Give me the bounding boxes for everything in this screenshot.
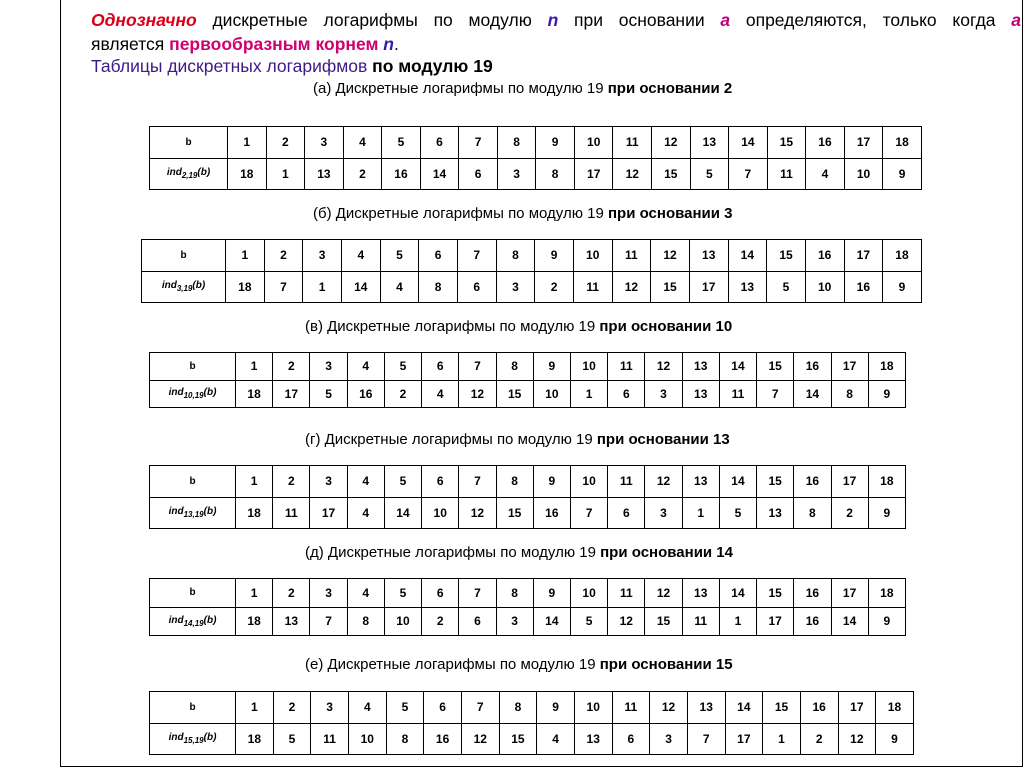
b-value-cell: 12 — [650, 692, 688, 724]
log-value-cell: 1 — [570, 380, 607, 408]
log-value-cell: 3 — [497, 158, 536, 190]
log-value-cell: 7 — [570, 497, 607, 529]
discrete-log-table — [149, 691, 914, 755]
b-value-cell: 4 — [343, 127, 382, 159]
b-value-cell: 10 — [570, 579, 607, 608]
log-value-cell: 13 — [305, 158, 344, 190]
log-value-cell: 8 — [347, 607, 384, 636]
b-value-cell: 5 — [384, 466, 421, 498]
b-value-cell: 4 — [341, 240, 380, 272]
primitive-root-term: первообразным корнем — [169, 34, 384, 54]
b-value-cell: 8 — [499, 692, 537, 724]
caption-letter: (в) — [305, 318, 323, 335]
table-row — [150, 607, 906, 636]
b-value-cell: 9 — [533, 353, 570, 381]
caption-letter: (г) — [305, 431, 321, 448]
log-value-cell: 13 — [574, 723, 612, 755]
log-value-cell: 11 — [573, 271, 612, 303]
log-value-cell: 14 — [533, 607, 570, 636]
log-value-cell: 4 — [806, 158, 845, 190]
log-value-cell: 15 — [499, 723, 537, 755]
log-value-cell: 5 — [690, 158, 729, 190]
table-caption — [313, 205, 733, 222]
b-value-cell: 4 — [347, 579, 384, 608]
row-label-ind: ind$_{2,19}$(b) — [150, 158, 228, 190]
log-value-cell: 13 — [757, 497, 794, 529]
row-label-b: b — [150, 579, 236, 608]
log-value-cell: 18 — [236, 380, 273, 408]
caption-text: Дискретные логарифмы по модулю 19 — [331, 80, 608, 97]
log-value-cell: 8 — [794, 497, 831, 529]
b-value-cell: 10 — [570, 353, 607, 381]
table-row — [150, 353, 906, 381]
log-value-cell: 17 — [725, 723, 763, 755]
caption-base: при основании 2 — [607, 80, 733, 97]
log-value-cell: 17 — [310, 497, 347, 529]
log-value-cell: 10 — [422, 497, 459, 529]
b-value-cell: 13 — [687, 692, 725, 724]
log-value-cell: 6 — [457, 271, 496, 303]
log-value-cell: 12 — [613, 158, 652, 190]
b-value-cell: 8 — [496, 240, 535, 272]
caption-text: Дискретные логарифмы по модулю 19 — [323, 544, 601, 561]
log-value-cell: 6 — [459, 158, 498, 190]
b-value-cell: 2 — [273, 579, 310, 608]
discrete-log-table — [149, 352, 906, 408]
log-value-cell: 14 — [384, 497, 421, 529]
caption-text: Дискретные логарифмы по модулю 19 — [322, 318, 600, 335]
log-value-cell: 6 — [612, 723, 650, 755]
log-value-cell: 2 — [535, 271, 574, 303]
log-value-cell: 9 — [876, 723, 914, 755]
log-value-cell: 18 — [228, 158, 267, 190]
log-value-cell: 2 — [422, 607, 459, 636]
b-value-cell: 11 — [612, 692, 650, 724]
b-value-cell: 14 — [719, 353, 756, 381]
log-value-cell: 5 — [570, 607, 607, 636]
b-value-cell: 16 — [805, 240, 844, 272]
log-value-cell: 16 — [533, 497, 570, 529]
log-value-cell: 13 — [273, 607, 310, 636]
b-value-cell: 10 — [574, 127, 613, 159]
table-row — [150, 466, 906, 498]
row-label-b: b — [150, 692, 236, 724]
log-value-cell: 10 — [384, 607, 421, 636]
b-value-cell: 12 — [645, 466, 682, 498]
row-label-b: b — [142, 240, 226, 272]
b-value-cell: 15 — [757, 579, 794, 608]
b-value-cell: 2 — [273, 692, 311, 724]
b-value-cell: 2 — [264, 240, 303, 272]
b-value-cell: 1 — [228, 127, 267, 159]
log-value-cell: 7 — [264, 271, 303, 303]
discrete-log-table — [141, 239, 922, 303]
b-value-cell: 14 — [725, 692, 763, 724]
b-value-cell: 3 — [310, 353, 347, 381]
b-value-cell: 4 — [348, 692, 386, 724]
log-value-cell: 2 — [831, 497, 868, 529]
b-value-cell: 1 — [236, 466, 273, 498]
log-value-cell: 12 — [459, 497, 496, 529]
b-value-cell: 5 — [382, 127, 421, 159]
log-value-cell: 10 — [805, 271, 844, 303]
b-value-cell: 1 — [236, 579, 273, 608]
caption-base: при основании 14 — [600, 544, 733, 561]
table-row — [150, 380, 906, 408]
log-value-cell: 6 — [459, 607, 496, 636]
log-value-cell: 7 — [757, 380, 794, 408]
log-value-cell: 4 — [380, 271, 419, 303]
log-value-cell: 11 — [682, 607, 719, 636]
log-value-cell: 18 — [236, 607, 273, 636]
log-value-cell: 8 — [831, 380, 868, 408]
b-value-cell: 7 — [461, 692, 499, 724]
log-value-cell: 1 — [303, 271, 342, 303]
table-caption — [305, 544, 733, 561]
tables-heading: Таблицы дискретных логарифмов по модулю 19 — [91, 56, 493, 76]
row-label-ind: ind$_{10,19}$(b) — [150, 380, 236, 408]
log-value-cell: 1 — [682, 497, 719, 529]
table-row — [142, 240, 922, 272]
table-row — [150, 158, 922, 190]
b-value-cell: 6 — [422, 579, 459, 608]
row-label-b: b — [150, 353, 236, 381]
b-value-cell: 5 — [386, 692, 424, 724]
log-value-cell: 14 — [794, 380, 831, 408]
log-value-cell: 3 — [496, 271, 535, 303]
b-value-cell: 13 — [682, 466, 719, 498]
log-value-cell: 3 — [496, 607, 533, 636]
b-value-cell: 7 — [459, 353, 496, 381]
log-value-cell: 3 — [645, 380, 682, 408]
caption-text: Дискретные логарифмы по модулю 19 — [320, 431, 597, 448]
log-value-cell: 12 — [608, 607, 645, 636]
b-value-cell: 5 — [380, 240, 419, 272]
b-value-cell: 6 — [420, 127, 459, 159]
b-value-cell: 12 — [645, 353, 682, 381]
log-value-cell: 14 — [831, 607, 868, 636]
caption-letter: (д) — [305, 544, 324, 561]
table-caption — [305, 318, 732, 335]
log-value-cell: 11 — [719, 380, 756, 408]
b-value-cell: 7 — [459, 579, 496, 608]
caption-text: Дискретные логарифмы по модулю 19 — [323, 656, 600, 673]
b-value-cell: 9 — [537, 692, 575, 724]
b-value-cell: 11 — [613, 127, 652, 159]
b-value-cell: 13 — [689, 240, 728, 272]
table-row — [150, 497, 906, 529]
log-value-cell: 5 — [310, 380, 347, 408]
b-value-cell: 14 — [719, 466, 756, 498]
log-value-cell: 1 — [763, 723, 801, 755]
intro-paragraph: Однозначно дискретные логарифмы по модулю n при основании a определяются, только когда a является первообразным корнем n. — [91, 10, 1021, 54]
b-value-cell: 9 — [533, 466, 570, 498]
table-caption — [313, 80, 732, 97]
b-value-cell: 1 — [226, 240, 265, 272]
b-value-cell: 3 — [305, 127, 344, 159]
b-value-cell: 17 — [844, 127, 883, 159]
log-value-cell: 8 — [419, 271, 458, 303]
log-value-cell: 3 — [645, 497, 682, 529]
b-value-cell: 12 — [651, 240, 690, 272]
log-value-cell: 13 — [682, 380, 719, 408]
caption-letter: (а) — [313, 80, 332, 97]
b-value-cell: 8 — [496, 579, 533, 608]
log-value-cell: 14 — [420, 158, 459, 190]
log-value-cell: 7 — [687, 723, 725, 755]
table-caption — [305, 431, 730, 448]
row-label-b: b — [150, 466, 236, 498]
row-label-ind: ind$_{13,19}$(b) — [150, 497, 236, 529]
b-value-cell: 13 — [682, 579, 719, 608]
b-value-cell: 4 — [347, 466, 384, 498]
log-value-cell: 15 — [651, 271, 690, 303]
b-value-cell: 9 — [535, 240, 574, 272]
b-value-cell: 3 — [303, 240, 342, 272]
b-value-cell: 1 — [236, 353, 273, 381]
b-value-cell: 3 — [310, 466, 347, 498]
b-value-cell: 15 — [757, 466, 794, 498]
b-value-cell: 11 — [608, 466, 645, 498]
b-value-cell: 1 — [236, 692, 274, 724]
b-value-cell: 16 — [800, 692, 838, 724]
log-value-cell: 5 — [719, 497, 756, 529]
b-value-cell: 18 — [883, 240, 922, 272]
log-value-cell: 9 — [868, 497, 905, 529]
log-value-cell: 2 — [343, 158, 382, 190]
b-value-cell: 3 — [311, 692, 349, 724]
caption-base: при основании 10 — [599, 318, 733, 335]
log-value-cell: 12 — [612, 271, 651, 303]
log-value-cell: 8 — [386, 723, 424, 755]
b-value-cell: 16 — [806, 127, 845, 159]
log-value-cell: 17 — [574, 158, 613, 190]
b-value-cell: 7 — [459, 127, 498, 159]
log-value-cell: 12 — [838, 723, 876, 755]
log-value-cell: 11 — [273, 497, 310, 529]
log-value-cell: 15 — [645, 607, 682, 636]
b-value-cell: 6 — [422, 466, 459, 498]
table-row — [142, 271, 922, 303]
b-value-cell: 15 — [763, 692, 801, 724]
b-value-cell: 2 — [273, 466, 310, 498]
log-value-cell: 1 — [719, 607, 756, 636]
log-value-cell: 9 — [868, 380, 905, 408]
b-value-cell: 5 — [384, 579, 421, 608]
caption-text: Дискретные логарифмы по модулю 19 — [331, 205, 608, 222]
b-value-cell: 18 — [868, 466, 905, 498]
log-value-cell: 6 — [608, 380, 645, 408]
log-value-cell: 8 — [536, 158, 575, 190]
b-value-cell: 17 — [844, 240, 883, 272]
log-value-cell: 15 — [652, 158, 691, 190]
table-row — [150, 723, 914, 755]
b-value-cell: 9 — [536, 127, 575, 159]
b-value-cell: 10 — [573, 240, 612, 272]
discrete-log-table — [149, 465, 906, 529]
intro-keyword: Однозначно — [91, 10, 197, 30]
b-value-cell: 13 — [682, 353, 719, 381]
row-label-ind: ind$_{15,19}$(b) — [150, 723, 236, 755]
b-value-cell: 15 — [757, 353, 794, 381]
log-value-cell: 4 — [537, 723, 575, 755]
table-row — [150, 579, 906, 608]
b-value-cell: 18 — [868, 353, 905, 381]
b-value-cell: 12 — [645, 579, 682, 608]
table-caption — [305, 656, 733, 673]
row-label-ind: ind$_{3,19}$(b) — [142, 271, 226, 303]
caption-base: при основании 15 — [599, 656, 733, 673]
log-value-cell: 12 — [459, 380, 496, 408]
b-value-cell: 15 — [767, 240, 806, 272]
b-value-cell: 8 — [497, 127, 536, 159]
caption-letter: (б) — [313, 205, 332, 222]
b-value-cell: 14 — [719, 579, 756, 608]
log-value-cell: 18 — [236, 723, 274, 755]
table-row — [150, 692, 914, 724]
log-value-cell: 18 — [226, 271, 265, 303]
discrete-log-table — [149, 126, 922, 190]
b-value-cell: 16 — [794, 353, 831, 381]
b-value-cell: 8 — [496, 466, 533, 498]
b-value-cell: 12 — [652, 127, 691, 159]
b-value-cell: 3 — [310, 579, 347, 608]
caption-base: при основании 13 — [596, 431, 730, 448]
log-value-cell: 10 — [348, 723, 386, 755]
b-value-cell: 11 — [608, 579, 645, 608]
log-value-cell: 15 — [496, 380, 533, 408]
log-value-cell: 9 — [883, 271, 922, 303]
b-value-cell: 5 — [384, 353, 421, 381]
b-value-cell: 13 — [690, 127, 729, 159]
b-value-cell: 7 — [459, 466, 496, 498]
b-value-cell: 6 — [419, 240, 458, 272]
log-value-cell: 16 — [382, 158, 421, 190]
log-value-cell: 2 — [384, 380, 421, 408]
log-value-cell: 4 — [347, 497, 384, 529]
log-value-cell: 9 — [883, 158, 922, 190]
b-value-cell: 14 — [728, 240, 767, 272]
b-value-cell: 2 — [266, 127, 305, 159]
caption-letter: (е) — [305, 656, 324, 673]
b-value-cell: 17 — [831, 579, 868, 608]
b-value-cell: 16 — [794, 466, 831, 498]
log-value-cell: 6 — [608, 497, 645, 529]
log-value-cell: 7 — [310, 607, 347, 636]
log-value-cell: 17 — [273, 380, 310, 408]
b-value-cell: 18 — [868, 579, 905, 608]
row-label-b: b — [150, 127, 228, 159]
b-value-cell: 7 — [457, 240, 496, 272]
b-value-cell: 16 — [794, 579, 831, 608]
log-value-cell: 16 — [347, 380, 384, 408]
log-value-cell: 1 — [266, 158, 305, 190]
b-value-cell: 9 — [533, 579, 570, 608]
b-value-cell: 2 — [273, 353, 310, 381]
b-value-cell: 11 — [608, 353, 645, 381]
log-value-cell: 16 — [794, 607, 831, 636]
row-label-ind: ind$_{14,19}$(b) — [150, 607, 236, 636]
log-value-cell: 7 — [729, 158, 768, 190]
b-value-cell: 11 — [612, 240, 651, 272]
discrete-log-table — [149, 578, 906, 636]
b-value-cell: 17 — [831, 466, 868, 498]
b-value-cell: 8 — [496, 353, 533, 381]
caption-base: при основании 3 — [607, 205, 733, 222]
log-value-cell: 17 — [689, 271, 728, 303]
b-value-cell: 6 — [422, 353, 459, 381]
b-value-cell: 10 — [574, 692, 612, 724]
table-row — [150, 127, 922, 159]
log-value-cell: 10 — [844, 158, 883, 190]
log-value-cell: 5 — [767, 271, 806, 303]
log-value-cell: 16 — [424, 723, 462, 755]
log-value-cell: 15 — [496, 497, 533, 529]
log-value-cell: 5 — [273, 723, 311, 755]
log-value-cell: 11 — [311, 723, 349, 755]
b-value-cell: 15 — [767, 127, 806, 159]
b-value-cell: 18 — [883, 127, 922, 159]
log-value-cell: 12 — [461, 723, 499, 755]
log-value-cell: 10 — [533, 380, 570, 408]
log-value-cell: 18 — [236, 497, 273, 529]
b-value-cell: 17 — [831, 353, 868, 381]
log-value-cell: 16 — [844, 271, 883, 303]
log-value-cell: 14 — [341, 271, 380, 303]
log-value-cell: 2 — [800, 723, 838, 755]
b-value-cell: 17 — [838, 692, 876, 724]
log-value-cell: 13 — [728, 271, 767, 303]
log-value-cell: 3 — [650, 723, 688, 755]
log-value-cell: 9 — [868, 607, 905, 636]
b-value-cell: 10 — [570, 466, 607, 498]
b-value-cell: 6 — [424, 692, 462, 724]
log-value-cell: 17 — [757, 607, 794, 636]
b-value-cell: 18 — [876, 692, 914, 724]
log-value-cell: 11 — [767, 158, 806, 190]
b-value-cell: 4 — [347, 353, 384, 381]
b-value-cell: 14 — [729, 127, 768, 159]
log-value-cell: 4 — [422, 380, 459, 408]
